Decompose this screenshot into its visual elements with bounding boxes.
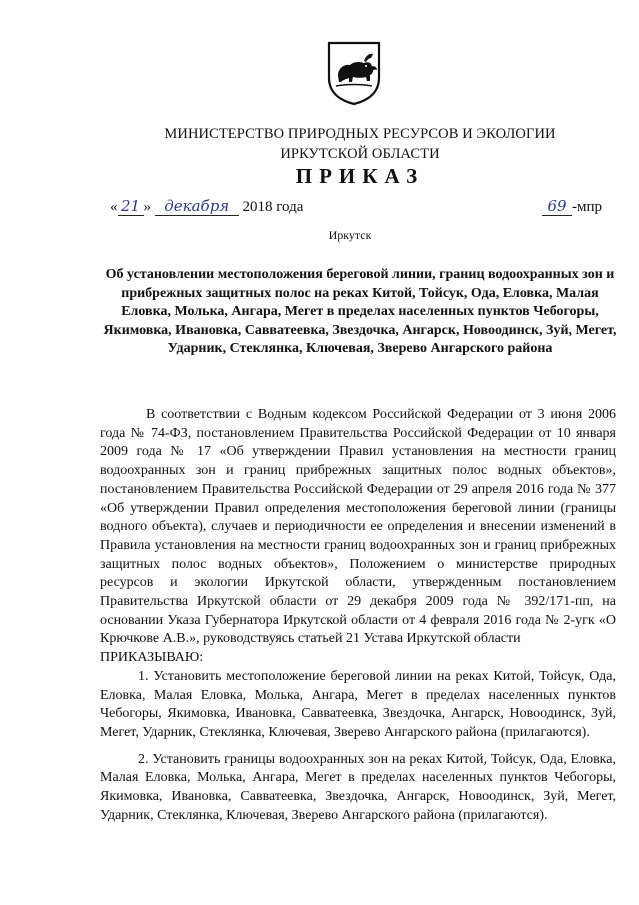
date-year: 2018 года	[242, 199, 304, 215]
document-date	[110, 198, 303, 216]
document-number-value: 69	[542, 198, 572, 216]
document-body	[100, 406, 616, 825]
order-item-1: 1. Установить местоположение береговой линии на реках Китой, Тойсук, Ода, Еловка, Малая Еловка, Молька, Ангара, Мегет в пределах населенных пунктов Чебогоры, Якимовка, Ивановка, Савватеевка, Звездочка, Ангарск, Новоодинск, Зуй, Мегет, Ударник, Стеклянка, Ключевая, Зверево Ангарского района (прилагаются).	[100, 668, 616, 740]
ministry-line-1: МИНИСТЕРСТВО ПРИРОДНЫХ РЕСУРСОВ И ЭКОЛОГИИ	[164, 126, 556, 142]
document-type-heading: ПРИКАЗ	[295, 164, 425, 188]
date-day: 21	[118, 198, 144, 216]
document-title: Об установлении местоположения береговой линии, границ водоохранных зон и прибрежных защитных полос на реках Китой, Тойсук, Ода, Еловка, Малая Еловка, Молька, Ангара, Мегет в пределах населенных пунктов Чебогоры, Якимовка, Ивановка, Савватеевка, Звездочка, Ангарск, Новоодинск, Зуй, Мегет, Ударник, Стеклянка, Ключевая, Зверево Ангарского района	[103, 267, 617, 357]
order-item-2: 2. Установить границы водоохранных зон на реках Китой, Тойсук, Ода, Еловка, Малая Еловка, Молька, Ангара, Мегет в пределах населенных пунктов Чебогоры, Якимовка, Ивановка, Савватеевка, Звездочка, Ангарск, Новоодинск, Зуй, Мегет, Ударник, Стеклянка, Ключевая, Зверево Ангарского района (прилагаются).	[100, 751, 616, 823]
date-month: декабря	[155, 198, 239, 216]
document-number-suffix: -мпр	[571, 199, 602, 215]
date-close-quote: »	[143, 199, 151, 215]
order-word: ПРИКАЗЫВАЮ:	[100, 650, 204, 666]
document-number	[542, 198, 602, 216]
city-name: Иркутск	[328, 228, 372, 242]
date-open-quote: «	[110, 199, 118, 215]
preamble-paragraph: В соответствии с Водным кодексом Российской Федерации от 3 июня 2006 года № 74-ФЗ, постановлением Правительства Российской Федерации от 10 января 2009 года № 17 «Об утверждении Правил установления на местности границ водоохранных зон и границ прибрежных защитных полос водных объектов», постановлением Правительства Российской Федерации от 29 апреля 2016 года № 377 «Об утверждении Правил определения местоположения береговой линии (границы водного объекта), случаев и периодичности ее определения и внесении изменений в Правила установления на местности границ водоохранных зон и границ прибрежных защитных полос водных объектов», Положением о министерстве природных ресурсов и экологии Иркутской области, утвержденным постановлением Правительства Иркутской области от 29 декабря 2009 года № 392/171-пп, на основании Указа Губернатора Иркутской области от 4 февраля 2016 года № 2-угк «О Крючкове А.В.», руководствуясь статьей 21 Устава Иркутской области	[100, 407, 616, 647]
date-number-row	[110, 196, 610, 222]
coat-of-arms-icon	[326, 40, 382, 106]
ministry-name	[140, 124, 580, 164]
ministry-line-2: ИРКУТСКОЙ ОБЛАСТИ	[280, 146, 440, 162]
